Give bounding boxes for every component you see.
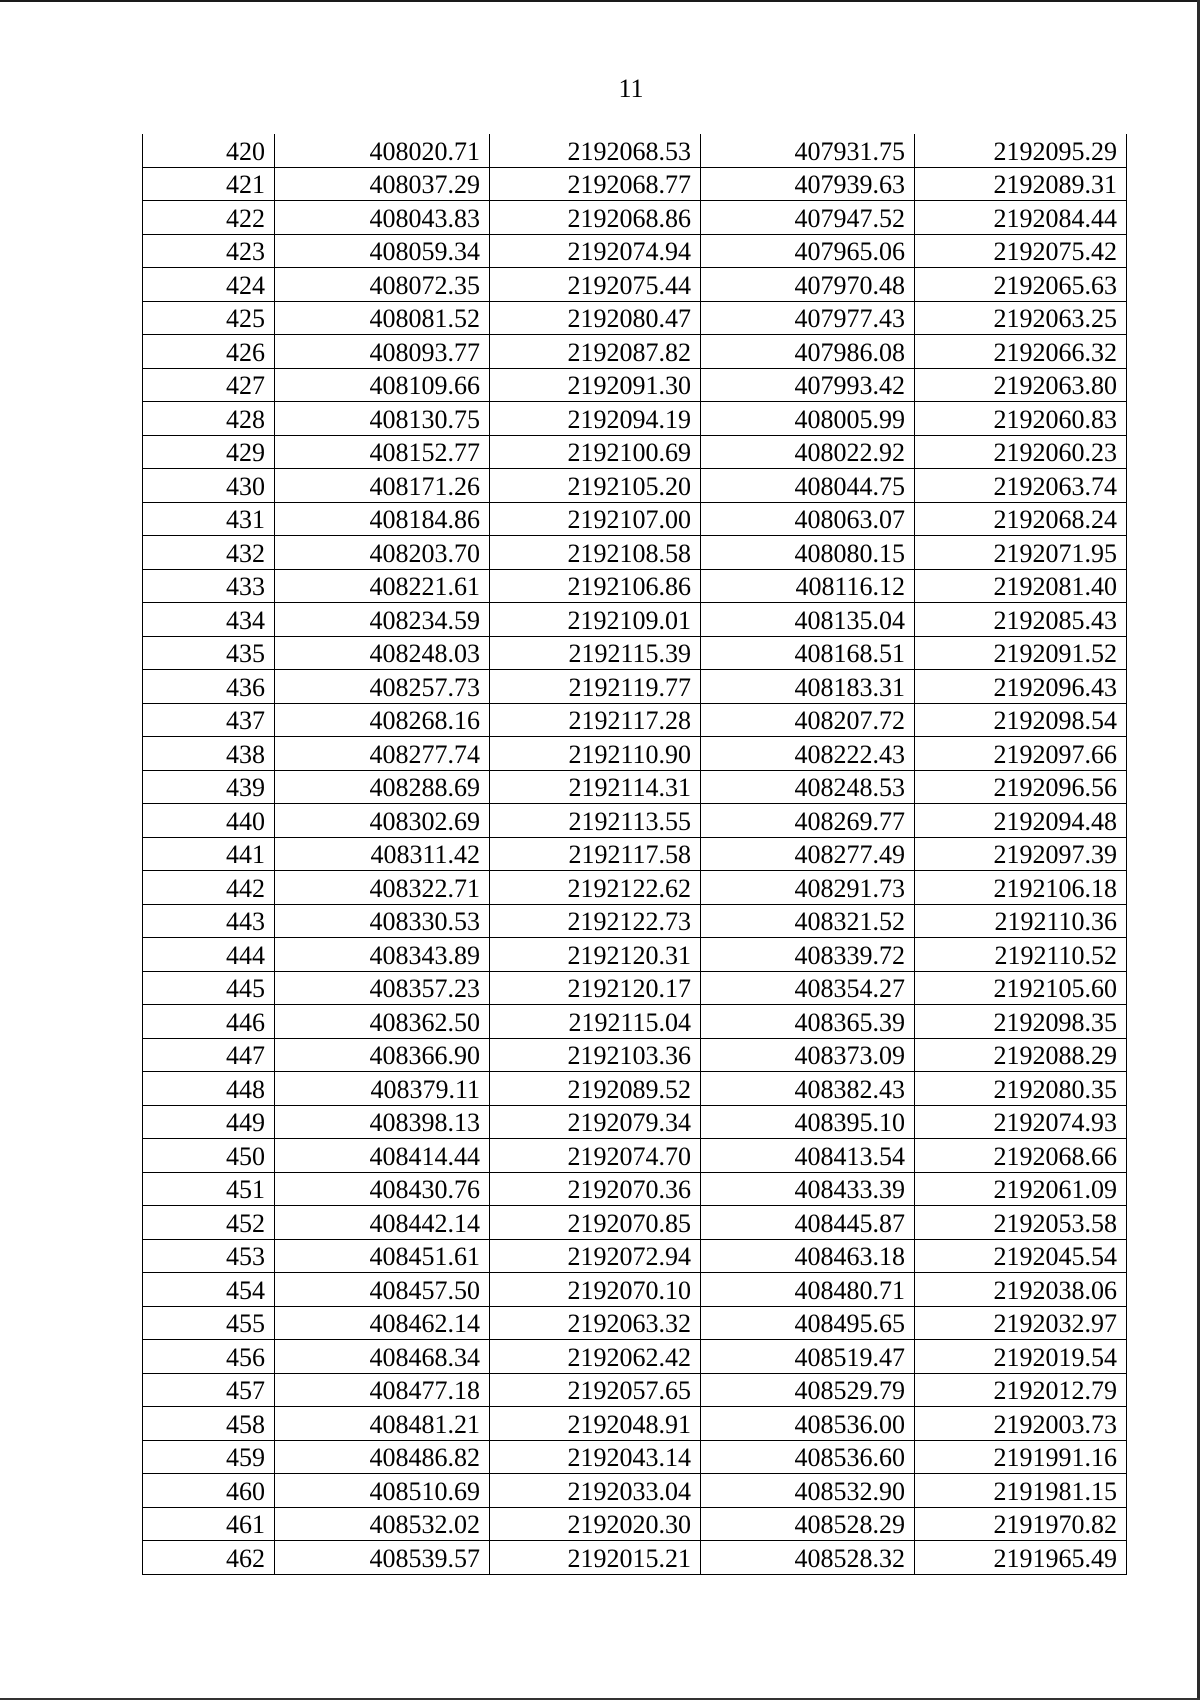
table-row [143,1005,1127,1039]
coordinate-y2-cell: 2192096.43 [915,670,1127,704]
point-number-cell: 459 [143,1440,275,1474]
table-row [143,1172,1127,1206]
point-number-cell: 434 [143,603,275,637]
coordinate-x1-cell: 408343.89 [275,938,490,972]
table-row [143,402,1127,436]
coordinate-x1-cell: 408059.34 [275,234,490,268]
table-row [143,569,1127,603]
coordinate-y1-cell: 2192068.86 [490,201,701,235]
coordinate-x2-cell: 408395.10 [701,1105,915,1139]
coordinate-x1-cell: 408486.82 [275,1440,490,1474]
coordinate-x2-cell: 407947.52 [701,201,915,235]
point-number-cell: 439 [143,770,275,804]
coordinate-y2-cell: 2192096.56 [915,770,1127,804]
coordinate-x2-cell: 408445.87 [701,1206,915,1240]
coordinate-x1-cell: 408093.77 [275,335,490,369]
coordinate-x1-cell: 408481.21 [275,1407,490,1441]
coordinate-y2-cell: 2192105.60 [915,971,1127,1005]
table-row [143,1440,1127,1474]
table-row [143,636,1127,670]
coordinate-x2-cell: 408135.04 [701,603,915,637]
coordinate-x2-cell: 408528.29 [701,1507,915,1541]
table-row [143,938,1127,972]
coordinate-y1-cell: 2192113.55 [490,804,701,838]
coordinate-y1-cell: 2192106.86 [490,569,701,603]
point-number-cell: 430 [143,469,275,503]
coordinate-y2-cell: 2192045.54 [915,1239,1127,1273]
coordinate-x1-cell: 408020.71 [275,134,490,167]
coordinate-x1-cell: 408302.69 [275,804,490,838]
coordinate-x2-cell: 408528.32 [701,1541,915,1575]
coordinate-y2-cell: 2192088.29 [915,1038,1127,1072]
table-row [143,837,1127,871]
coordinate-x1-cell: 408152.77 [275,435,490,469]
point-number-cell: 444 [143,938,275,972]
table-row [143,134,1127,167]
coordinate-y1-cell: 2192057.65 [490,1373,701,1407]
coordinate-y1-cell: 2192043.14 [490,1440,701,1474]
coordinate-y2-cell: 2192063.74 [915,469,1127,503]
point-number-cell: 460 [143,1474,275,1508]
table-row [143,603,1127,637]
point-number-cell: 433 [143,569,275,603]
coordinate-y1-cell: 2192117.58 [490,837,701,871]
page-number: 11 [618,74,644,103]
coordinate-x1-cell: 408248.03 [275,636,490,670]
point-number-cell: 447 [143,1038,275,1072]
point-number-cell: 445 [143,971,275,1005]
table-row [143,703,1127,737]
coordinate-y1-cell: 2192020.30 [490,1507,701,1541]
coordinate-y2-cell: 2191965.49 [915,1541,1127,1575]
coordinate-x2-cell: 408413.54 [701,1139,915,1173]
table-row [143,1105,1127,1139]
coordinate-y2-cell: 2192110.36 [915,904,1127,938]
coordinate-y2-cell: 2192085.43 [915,603,1127,637]
table-row [143,268,1127,302]
coordinate-y1-cell: 2192094.19 [490,402,701,436]
point-number-cell: 426 [143,335,275,369]
coordinate-x2-cell: 408339.72 [701,938,915,972]
coordinate-y1-cell: 2192063.32 [490,1306,701,1340]
coordinate-y2-cell: 2192089.31 [915,167,1127,201]
coordinate-y2-cell: 2192060.23 [915,435,1127,469]
coordinate-x2-cell: 408365.39 [701,1005,915,1039]
coordinate-x2-cell: 408463.18 [701,1239,915,1273]
coordinate-x2-cell: 408022.92 [701,435,915,469]
coordinate-x1-cell: 408081.52 [275,301,490,335]
coordinate-y2-cell: 2192060.83 [915,402,1127,436]
point-number-cell: 452 [143,1206,275,1240]
point-number-cell: 449 [143,1105,275,1139]
coordinate-y2-cell: 2192084.44 [915,201,1127,235]
coordinate-x2-cell: 408207.72 [701,703,915,737]
coordinate-y1-cell: 2192070.36 [490,1172,701,1206]
coordinate-y1-cell: 2192089.52 [490,1072,701,1106]
coordinate-x1-cell: 408268.16 [275,703,490,737]
point-number-cell: 438 [143,737,275,771]
table-row [143,1340,1127,1374]
page-border-top [0,0,1200,2]
coordinate-y2-cell: 2191981.15 [915,1474,1127,1508]
coordinate-x1-cell: 408184.86 [275,502,490,536]
point-number-cell: 440 [143,804,275,838]
table-row [143,871,1127,905]
point-number-cell: 431 [143,502,275,536]
coordinate-y1-cell: 2192117.28 [490,703,701,737]
coordinate-y1-cell: 2192015.21 [490,1541,701,1575]
coordinate-y1-cell: 2192048.91 [490,1407,701,1441]
coordinate-y2-cell: 2192110.52 [915,938,1127,972]
coordinate-x2-cell: 408269.77 [701,804,915,838]
coordinate-y1-cell: 2192115.04 [490,1005,701,1039]
coordinate-x1-cell: 408442.14 [275,1206,490,1240]
coordinate-x1-cell: 408398.13 [275,1105,490,1139]
point-number-cell: 457 [143,1373,275,1407]
table-row [143,1474,1127,1508]
coordinate-x2-cell: 408529.79 [701,1373,915,1407]
point-number-cell: 448 [143,1072,275,1106]
coordinate-y2-cell: 2192063.80 [915,368,1127,402]
table-row [143,301,1127,335]
point-number-cell: 450 [143,1139,275,1173]
point-number-cell: 420 [143,134,275,167]
coordinate-x1-cell: 408457.50 [275,1273,490,1307]
coordinate-x2-cell: 408277.49 [701,837,915,871]
coordinate-y2-cell: 2192032.97 [915,1306,1127,1340]
coordinate-x1-cell: 408462.14 [275,1306,490,1340]
coordinate-y2-cell: 2192061.09 [915,1172,1127,1206]
point-number-cell: 424 [143,268,275,302]
coordinate-x2-cell: 408116.12 [701,569,915,603]
point-number-cell: 446 [143,1005,275,1039]
coordinate-y2-cell: 2192098.35 [915,1005,1127,1039]
table-row [143,1206,1127,1240]
coordinate-x2-cell: 407993.42 [701,368,915,402]
coordinate-x1-cell: 408451.61 [275,1239,490,1273]
point-number-cell: 436 [143,670,275,704]
coordinate-y1-cell: 2192091.30 [490,368,701,402]
table-row [143,804,1127,838]
point-number-cell: 456 [143,1340,275,1374]
coordinate-x1-cell: 408130.75 [275,402,490,436]
point-number-cell: 422 [143,201,275,235]
table-row [143,1139,1127,1173]
point-number-cell: 423 [143,234,275,268]
coordinate-x1-cell: 408109.66 [275,368,490,402]
coordinate-x2-cell: 408519.47 [701,1340,915,1374]
coordinate-x1-cell: 408288.69 [275,770,490,804]
coordinate-x1-cell: 408257.73 [275,670,490,704]
point-number-cell: 441 [143,837,275,871]
coordinate-table-body [143,134,1127,1574]
coordinate-y2-cell: 2192003.73 [915,1407,1127,1441]
coordinate-x2-cell: 408373.09 [701,1038,915,1072]
coordinate-x1-cell: 408366.90 [275,1038,490,1072]
coordinate-x1-cell: 408362.50 [275,1005,490,1039]
coordinate-x1-cell: 408221.61 [275,569,490,603]
coordinate-y2-cell: 2192075.42 [915,234,1127,268]
coordinate-y1-cell: 2192107.00 [490,502,701,536]
coordinate-y1-cell: 2192074.94 [490,234,701,268]
coordinate-x2-cell: 408248.53 [701,770,915,804]
coordinate-x1-cell: 408171.26 [275,469,490,503]
coordinate-y2-cell: 2192080.35 [915,1072,1127,1106]
coordinate-y2-cell: 2192071.95 [915,536,1127,570]
point-number-cell: 453 [143,1239,275,1273]
coordinate-x1-cell: 408414.44 [275,1139,490,1173]
point-number-cell: 435 [143,636,275,670]
coordinate-x2-cell: 408080.15 [701,536,915,570]
table-row [143,234,1127,268]
coordinate-y1-cell: 2192080.47 [490,301,701,335]
coordinate-y2-cell: 2192012.79 [915,1373,1127,1407]
point-number-cell: 425 [143,301,275,335]
coordinate-x2-cell: 408321.52 [701,904,915,938]
coordinate-y2-cell: 2192097.66 [915,737,1127,771]
coordinate-y2-cell: 2192091.52 [915,636,1127,670]
point-number-cell: 428 [143,402,275,436]
coordinate-y1-cell: 2192074.70 [490,1139,701,1173]
coordinate-y1-cell: 2192120.31 [490,938,701,972]
point-number-cell: 437 [143,703,275,737]
coordinate-y2-cell: 2192106.18 [915,871,1127,905]
coordinate-y1-cell: 2192068.53 [490,134,701,167]
point-number-cell: 432 [143,536,275,570]
coordinate-x1-cell: 408477.18 [275,1373,490,1407]
coordinate-y2-cell: 2192065.63 [915,268,1127,302]
coordinate-y1-cell: 2192114.31 [490,770,701,804]
coordinate-x2-cell: 408495.65 [701,1306,915,1340]
coordinate-y2-cell: 2192095.29 [915,134,1127,167]
coordinate-y1-cell: 2192108.58 [490,536,701,570]
coordinate-y2-cell: 2192038.06 [915,1273,1127,1307]
coordinate-x2-cell: 408222.43 [701,737,915,771]
coordinate-y1-cell: 2192068.77 [490,167,701,201]
coordinate-x1-cell: 408322.71 [275,871,490,905]
table-row [143,670,1127,704]
table-row [143,971,1127,1005]
coordinate-x1-cell: 408330.53 [275,904,490,938]
table-row [143,1038,1127,1072]
coordinate-x2-cell: 407986.08 [701,335,915,369]
table-row [143,737,1127,771]
table-row [143,1407,1127,1441]
coordinate-x1-cell: 408311.42 [275,837,490,871]
point-number-cell: 421 [143,167,275,201]
point-number-cell: 462 [143,1541,275,1575]
table-row [143,167,1127,201]
table-row [143,1239,1127,1273]
coordinate-y1-cell: 2192103.36 [490,1038,701,1072]
coordinate-x2-cell: 407977.43 [701,301,915,335]
coordinate-x1-cell: 408532.02 [275,1507,490,1541]
table-row [143,335,1127,369]
point-number-cell: 429 [143,435,275,469]
coordinate-x2-cell: 408005.99 [701,402,915,436]
coordinate-x1-cell: 408430.76 [275,1172,490,1206]
coordinate-x2-cell: 408480.71 [701,1273,915,1307]
table-row [143,1541,1127,1575]
table-row [143,904,1127,938]
coordinate-y1-cell: 2192110.90 [490,737,701,771]
coordinate-x1-cell: 408277.74 [275,737,490,771]
coordinate-x2-cell: 408532.90 [701,1474,915,1508]
coordinate-x2-cell: 407939.63 [701,167,915,201]
coordinate-x1-cell: 408510.69 [275,1474,490,1508]
table-row [143,770,1127,804]
table-row [143,1507,1127,1541]
coordinate-y1-cell: 2192122.73 [490,904,701,938]
coordinate-y1-cell: 2192075.44 [490,268,701,302]
coordinate-x2-cell: 408291.73 [701,871,915,905]
coordinate-y1-cell: 2192070.85 [490,1206,701,1240]
table-row [143,469,1127,503]
coordinate-x1-cell: 408357.23 [275,971,490,1005]
coordinate-x2-cell: 408183.31 [701,670,915,704]
coordinate-x1-cell: 408234.59 [275,603,490,637]
coordinate-y2-cell: 2192081.40 [915,569,1127,603]
coordinate-x2-cell: 408433.39 [701,1172,915,1206]
table-row [143,502,1127,536]
coordinate-x2-cell: 408536.60 [701,1440,915,1474]
coordinate-x1-cell: 408203.70 [275,536,490,570]
coordinate-x1-cell: 408043.83 [275,201,490,235]
coordinate-y1-cell: 2192087.82 [490,335,701,369]
coordinate-y2-cell: 2192068.66 [915,1139,1127,1173]
coordinate-x1-cell: 408379.11 [275,1072,490,1106]
coordinate-x2-cell: 408063.07 [701,502,915,536]
coordinate-y1-cell: 2192105.20 [490,469,701,503]
point-number-cell: 427 [143,368,275,402]
coordinate-table [142,134,1127,1575]
point-number-cell: 442 [143,871,275,905]
coordinate-x2-cell: 407970.48 [701,268,915,302]
coordinate-y2-cell: 2192063.25 [915,301,1127,335]
point-number-cell: 458 [143,1407,275,1441]
point-number-cell: 443 [143,904,275,938]
coordinate-y1-cell: 2192070.10 [490,1273,701,1307]
table-row [143,1072,1127,1106]
coordinate-x1-cell: 408468.34 [275,1340,490,1374]
coordinate-y2-cell: 2191970.82 [915,1507,1127,1541]
coordinate-y2-cell: 2192098.54 [915,703,1127,737]
coordinate-y1-cell: 2192115.39 [490,636,701,670]
table-row [143,1273,1127,1307]
coordinate-y1-cell: 2192100.69 [490,435,701,469]
coordinate-x1-cell: 408072.35 [275,268,490,302]
coordinate-y2-cell: 2192066.32 [915,335,1127,369]
table-row [143,1373,1127,1407]
coordinate-y1-cell: 2192072.94 [490,1239,701,1273]
table-row [143,536,1127,570]
coordinate-x1-cell: 408539.57 [275,1541,490,1575]
coordinate-x2-cell: 407931.75 [701,134,915,167]
coordinate-y2-cell: 2192053.58 [915,1206,1127,1240]
coordinate-x2-cell: 407965.06 [701,234,915,268]
coordinate-y2-cell: 2192097.39 [915,837,1127,871]
table-row [143,368,1127,402]
point-number-cell: 455 [143,1306,275,1340]
coordinate-y1-cell: 2192122.62 [490,871,701,905]
point-number-cell: 451 [143,1172,275,1206]
coordinate-y1-cell: 2192109.01 [490,603,701,637]
coordinate-y1-cell: 2192033.04 [490,1474,701,1508]
point-number-cell: 454 [143,1273,275,1307]
coordinate-x2-cell: 408536.00 [701,1407,915,1441]
coordinate-x2-cell: 408382.43 [701,1072,915,1106]
coordinate-y1-cell: 2192119.77 [490,670,701,704]
coordinate-x2-cell: 408354.27 [701,971,915,1005]
coordinate-x2-cell: 408168.51 [701,636,915,670]
coordinate-x1-cell: 408037.29 [275,167,490,201]
coordinate-y1-cell: 2192079.34 [490,1105,701,1139]
table-row [143,201,1127,235]
coordinate-y2-cell: 2192094.48 [915,804,1127,838]
coordinate-y2-cell: 2192019.54 [915,1340,1127,1374]
coordinate-y2-cell: 2192068.24 [915,502,1127,536]
coordinate-x2-cell: 408044.75 [701,469,915,503]
coordinate-y2-cell: 2192074.93 [915,1105,1127,1139]
coordinate-y2-cell: 2191991.16 [915,1440,1127,1474]
table-row [143,435,1127,469]
coordinate-y1-cell: 2192120.17 [490,971,701,1005]
table-row [143,1306,1127,1340]
point-number-cell: 461 [143,1507,275,1541]
coordinate-y1-cell: 2192062.42 [490,1340,701,1374]
